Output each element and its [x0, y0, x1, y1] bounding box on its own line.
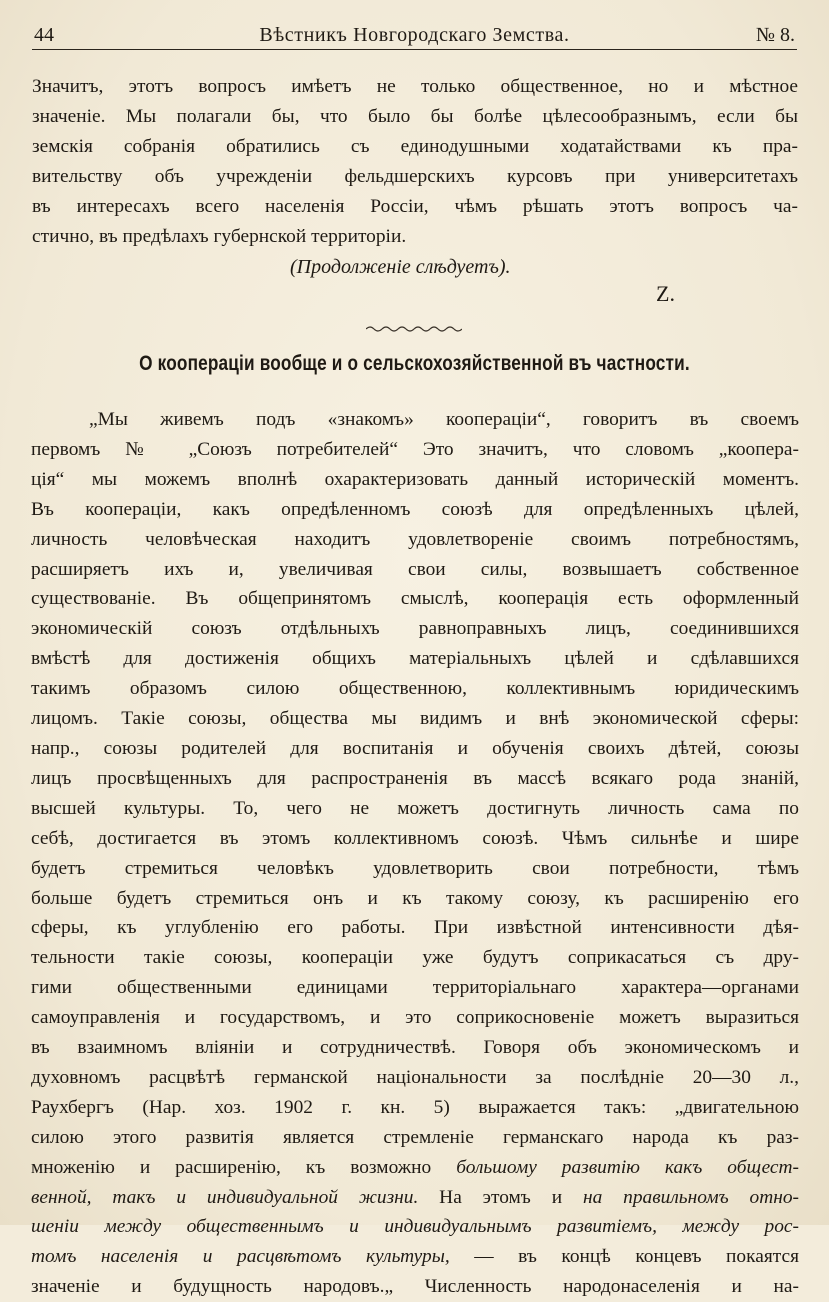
text-run: — въ концѣ концевъ покаятся — [449, 1246, 799, 1268]
text-line: Раухбергъ (Нар. хоз. 1902 г. кн. 5) выражается такъ: „двигательною — [31, 1096, 799, 1118]
page-header — [32, 22, 797, 52]
text-line: гими общественными единицами территоріальнаго характера—органами — [31, 977, 799, 999]
text-line: значеніе. Мы полагали бы, что было бы болѣе цѣлесообразнымъ, если бы — [32, 105, 798, 127]
text-line: „Мы живемъ подъ «знакомъ» коопераціи“, говоритъ въ своемъ — [89, 409, 799, 430]
text-line: въ взаимномъ вліяніи и сотрудничествѣ. Говоря объ экономическомъ и — [31, 1037, 799, 1059]
text-line: вмѣстѣ для достиженія общихъ матеріальныхъ цѣлей и сдѣлавшихся — [31, 648, 799, 670]
text-line: тельности такіе союзы, коопераціи уже будутъ соприкасаться съ дру- — [31, 947, 799, 969]
text-run: На этомъ и — [418, 1186, 583, 1208]
text-line — [31, 1183, 799, 1213]
italic-run: на правильномъ отно- — [582, 1186, 799, 1208]
article-body — [31, 405, 799, 1302]
italic-run: большому развитію какъ общест- — [456, 1156, 799, 1178]
italic-run: венной, такъ и индивидуальной жизни. — [31, 1186, 419, 1208]
text-line: лицомъ. Такіе союзы, общества мы видимъ и внѣ экономической сферы: — [31, 708, 799, 730]
intro-paragraph — [32, 72, 798, 251]
text-line — [31, 1242, 799, 1272]
text-line: высшей культуры. То, чего не можетъ достигнуть личность сама по — [31, 797, 799, 819]
text-line: значеніе и будущность народовъ.„ Численность народонаселенія и на- — [31, 1276, 799, 1298]
header-rule — [32, 49, 797, 50]
text-run: множенію и расширенію, къ возможно — [31, 1156, 457, 1178]
text-line: будетъ стремиться человѣкъ удовлетворить свои потребности, тѣмъ — [31, 857, 799, 879]
text-line: шеніи между общественнымъ и индивидуальнымъ развитіемъ, между рос- — [31, 1216, 799, 1238]
section-divider — [366, 322, 462, 336]
text-line: Значитъ, этотъ вопросъ имѣетъ не только общественное, но и мѣстное — [32, 76, 798, 97]
text-line: экономическій союзъ отдѣльныхъ равноправныхъ лицъ, соединившихся — [31, 618, 799, 640]
text-line: первомъ № „Союзъ потребителей“ Это значитъ, что словомъ „коопера- — [31, 438, 799, 460]
text-line: въ интересахъ всего населенія Россіи, чѣмъ рѣшать этотъ вопросъ ча- — [32, 195, 798, 217]
text-line: больше будетъ стремиться онъ и къ такому союзу, къ расширенію его — [31, 887, 799, 909]
text-line — [31, 1153, 799, 1183]
page-number: 44 — [34, 24, 54, 46]
text-line: духовномъ расцвѣтѣ германской національности за послѣдніе 20—30 л., — [31, 1066, 799, 1088]
text-line: силою этого развитія является стремленіе германскаго народа къ раз- — [31, 1126, 799, 1148]
text-line: такимъ образомъ силою общественною, коллективнымъ юридическимъ — [31, 678, 799, 700]
text-line: самоуправленія и государствомъ, и это соприкосновеніе можетъ выразиться — [31, 1007, 799, 1029]
continuation-note: (Продолженіе слѣдуетъ). — [290, 256, 511, 278]
article-title: О коопераціи вообще и о сельскохозяйственной въ частности. — [139, 352, 690, 375]
text-line: сферы, къ углубленію его работы. При извѣстной интенсивности дѣя- — [31, 917, 799, 939]
text-line: напр., союзы родителей для воспитанія и обученія своихъ дѣтей, союзы — [31, 737, 799, 759]
italic-run: томъ населенія и расцвѣтомъ культуры, — [31, 1246, 450, 1268]
text-line: лицъ просвѣщенныхъ для распространенія въ массѣ всякаго рода знаній, — [31, 767, 799, 789]
author-signature: Z. — [656, 281, 675, 306]
text-line: личность человѣческая находитъ удовлетвореніе своимъ потребностямъ, — [31, 528, 799, 550]
issue-number: № 8. — [755, 24, 795, 46]
journal-title: Вѣстникъ Новгородскаго Земства. — [259, 24, 570, 46]
text-line: стично, въ предѣлахъ губернской территоріи. — [32, 225, 407, 247]
text-line: существованіе. Въ общепринятомъ смыслѣ, кооперація есть оформленный — [31, 588, 799, 610]
text-line: ція“ мы можемъ вполнѣ охарактеризовать данный историческій моментъ. — [31, 468, 799, 490]
text-line: Въ коопераціи, какъ опредѣленномъ союзѣ для опредѣленныхъ цѣлей, — [31, 498, 799, 520]
text-line: вительству объ учрежденіи фельдшерскихъ курсовъ при университетахъ — [32, 165, 798, 187]
text-line: земскія собранія обратились съ единодушными ходатайствами къ пра- — [32, 135, 798, 157]
text-line: себѣ, достигается въ этомъ коллективномъ союзѣ. Чѣмъ сильнѣе и шире — [31, 827, 799, 849]
text-line: расширяетъ ихъ и, увеличивая свои силы, возвышаетъ собственное — [31, 558, 799, 580]
